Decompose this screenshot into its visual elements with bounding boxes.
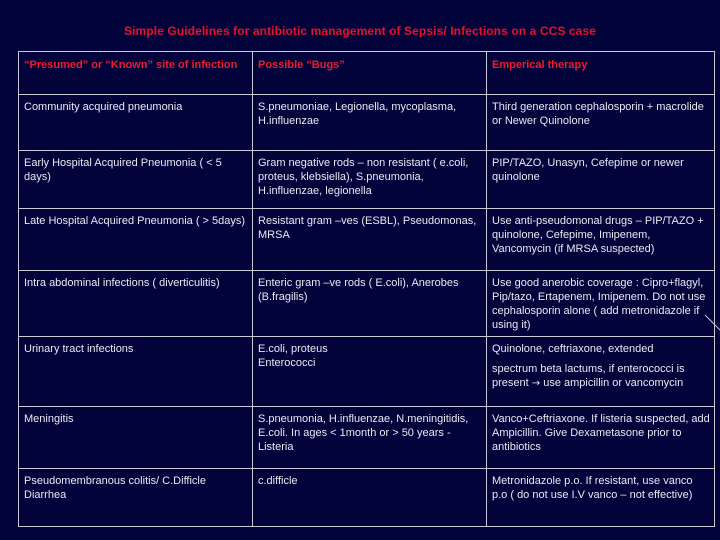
bugs-cell: Resistant gram –ves (ESBL), Pseudomonas, MRSA <box>253 209 487 271</box>
bugs-line: E.coli, proteus <box>258 343 328 355</box>
bugs-line: Enterococci <box>258 357 316 369</box>
table-header-row <box>19 52 715 95</box>
site-cell: Late Hospital Acquired Pneumonia ( > 5days) <box>19 209 253 271</box>
bugs-cell: S.pneumoniae, Legionella, mycoplasma, H.influenzae <box>253 95 487 151</box>
therapy-cell: Metronidazole p.o. If resistant, use vanco p.o ( do not use I.V vanco – not effective) <box>487 469 715 527</box>
therapy-line: use ampicillin or vancomycin <box>543 377 684 389</box>
therapy-cell: PIP/TAZO, Unasyn, Cefepime or newer quinolone <box>487 151 715 209</box>
header-site: “Presumed” or “Known” site of infection <box>19 52 253 95</box>
therapy-cell: Use anti-pseudomonal drugs – PIP/TAZO + quinolone, Cefepime, Imipenem, Vancomycin (if MRSA suspected) <box>487 209 715 271</box>
table-row <box>19 469 715 527</box>
table-row <box>19 95 715 151</box>
antibiotic-guideline-table <box>18 51 715 527</box>
therapy-line: Quinolone, ceftriaxone, extended <box>492 343 654 355</box>
bugs-cell <box>253 337 487 407</box>
header-therapy: Emperical therapy <box>487 52 715 95</box>
site-cell: Meningitis <box>19 407 253 469</box>
site-cell: Community acquired pneumonia <box>19 95 253 151</box>
header-bugs: Possible “Bugs” <box>253 52 487 95</box>
table-row <box>19 271 715 337</box>
site-cell: Urinary tract infections <box>19 337 253 407</box>
arrow-right-icon: → <box>531 378 541 389</box>
table-row <box>19 209 715 271</box>
bugs-cell: Gram negative rods – non resistant ( e.coli, proteus, klebsiella), S.pneumonia, H.influenzae, legionella <box>253 151 487 209</box>
table-row <box>19 407 715 469</box>
therapy-cell: Use good anerobic coverage : Cipro+flagyl, Pip/tazo, Ertapenem, Imipenem. Do not use cephalosporin alone ( add metronidazole if using it) <box>487 271 715 337</box>
site-cell: Intra abdominal infections ( diverticulitis) <box>19 271 253 337</box>
therapy-cell: Vanco+Ceftriaxone. If listeria suspected, add Ampicillin. Give Dexametasone prior to antibiotics <box>487 407 715 469</box>
site-cell: Early Hospital Acquired Pneumonia ( < 5 days) <box>19 151 253 209</box>
table-row <box>19 151 715 209</box>
page-title: Simple Guidelines for antibiotic management of Sepsis/ Infections on a CCS case <box>123 24 596 38</box>
bugs-cell: S.pneumonia, H.influenzae, N.meningitidis, E.coli. In ages < 1month or > 50 years -Listeria <box>253 407 487 469</box>
therapy-cell: Third generation cephalosporin + macrolide or Newer Quinolone <box>487 95 715 151</box>
therapy-line: spectrum beta lactums, if enterococci is <box>492 363 685 375</box>
table-row <box>19 337 715 407</box>
therapy-cell <box>487 337 715 407</box>
therapy-line: present <box>492 377 529 389</box>
bugs-cell: Enteric gram –ve rods ( E.coli), Anerobes (B.fragilis) <box>253 271 487 337</box>
site-cell: Pseudomembranous colitis/ C.Difficle Diarrhea <box>19 469 253 527</box>
bugs-cell: c.difficle <box>253 469 487 527</box>
diagonal-line-decoration <box>704 314 720 332</box>
